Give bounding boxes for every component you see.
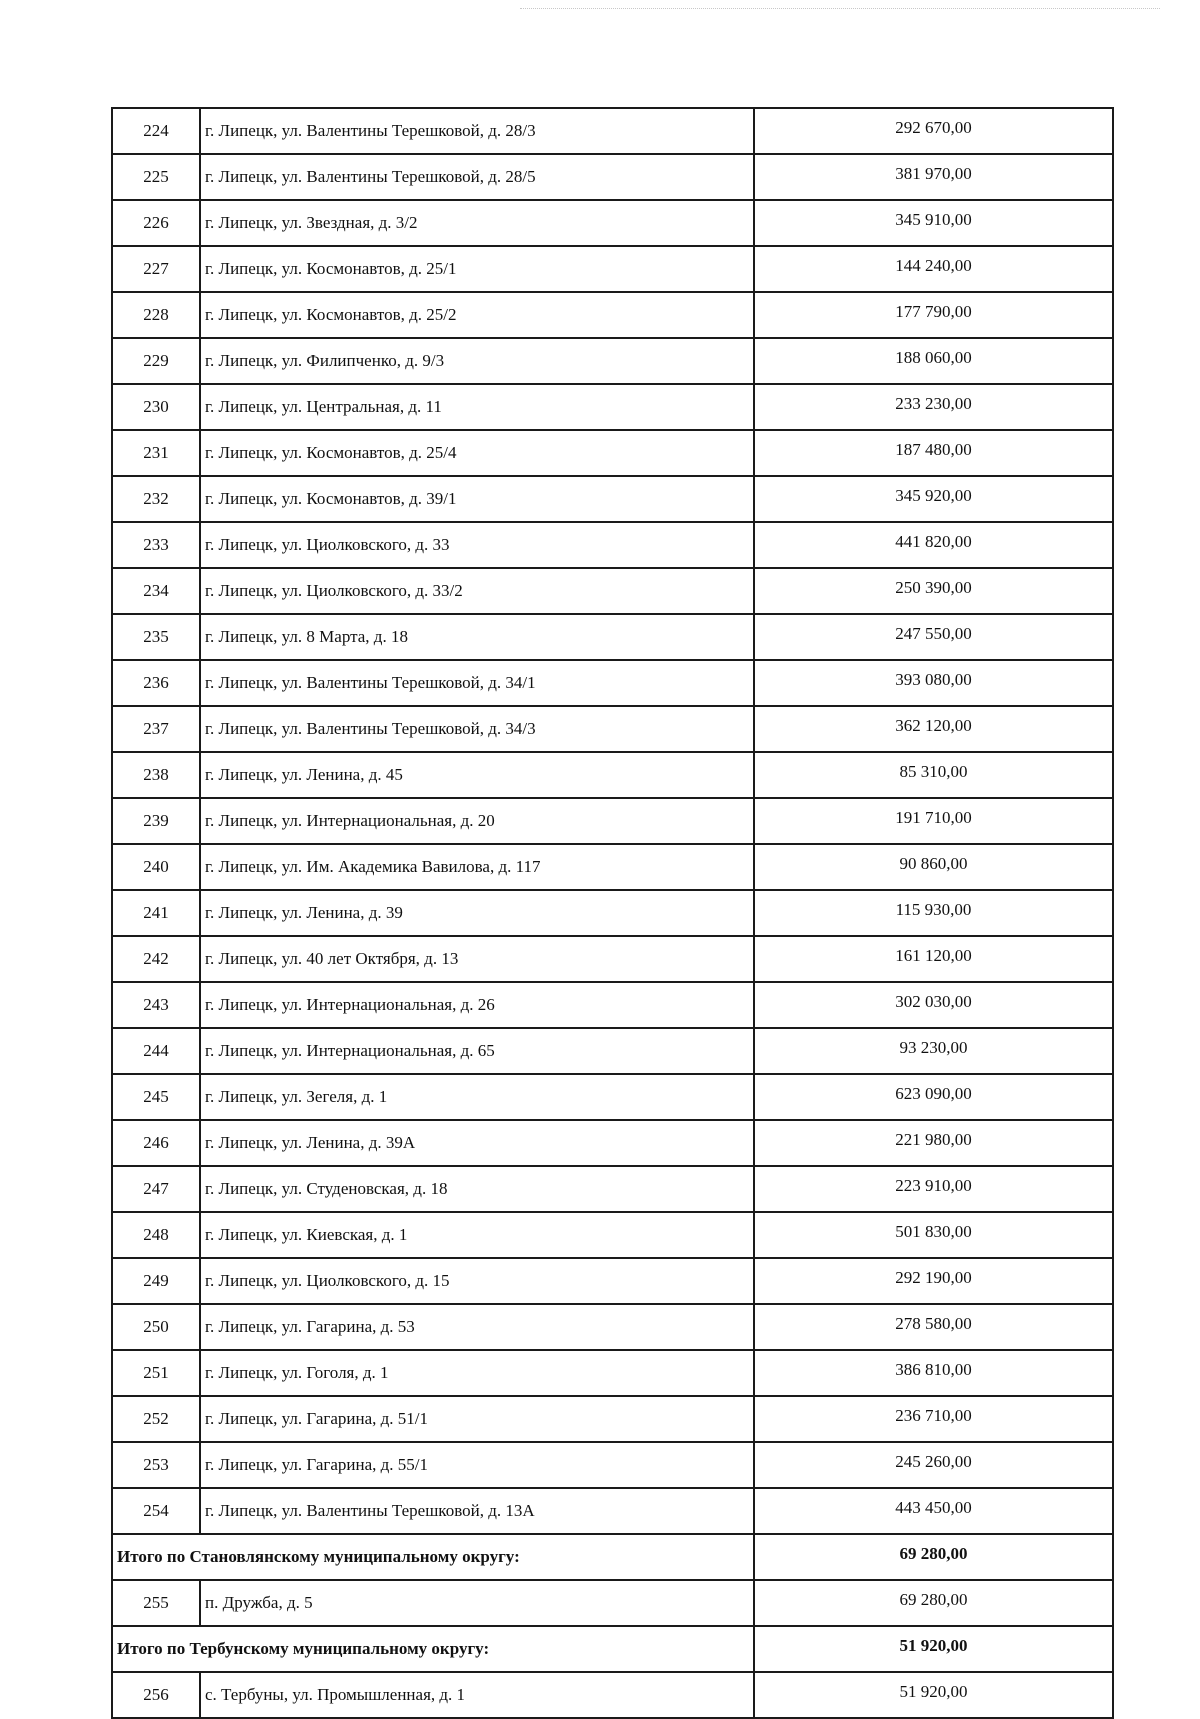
row-address: г. Липецк, ул. Валентины Терешковой, д. 28/5 bbox=[200, 154, 754, 200]
table-row bbox=[112, 476, 1113, 522]
row-number: 237 bbox=[112, 706, 200, 752]
table-row bbox=[112, 1028, 1113, 1074]
table-row bbox=[112, 338, 1113, 384]
row-address: г. Липецк, ул. Ленина, д. 45 bbox=[200, 752, 754, 798]
row-address: г. Липецк, ул. Валентины Терешковой, д. 34/3 bbox=[200, 706, 754, 752]
subtotal-label: Итого по Становлянскому муниципальному округу: bbox=[112, 1534, 754, 1580]
row-amount: 161 120,00 bbox=[754, 936, 1113, 982]
row-address: г. Липецк, ул. Интернациональная, д. 65 bbox=[200, 1028, 754, 1074]
table-row bbox=[112, 384, 1113, 430]
table-row bbox=[112, 890, 1113, 936]
row-number: 248 bbox=[112, 1212, 200, 1258]
table-row bbox=[112, 1350, 1113, 1396]
row-address: г. Липецк, ул. Центральная, д. 11 bbox=[200, 384, 754, 430]
table-row bbox=[112, 1166, 1113, 1212]
row-number: 224 bbox=[112, 108, 200, 154]
row-address: г. Липецк, ул. Ленина, д. 39А bbox=[200, 1120, 754, 1166]
row-number: 247 bbox=[112, 1166, 200, 1212]
table-row bbox=[112, 200, 1113, 246]
row-address: г. Липецк, ул. Гоголя, д. 1 bbox=[200, 1350, 754, 1396]
row-amount: 93 230,00 bbox=[754, 1028, 1113, 1074]
row-number: 244 bbox=[112, 1028, 200, 1074]
row-amount: 345 910,00 bbox=[754, 200, 1113, 246]
row-number: 235 bbox=[112, 614, 200, 660]
row-address: г. Липецк, ул. Космонавтов, д. 39/1 bbox=[200, 476, 754, 522]
table-row bbox=[112, 1672, 1113, 1718]
row-address: г. Липецк, ул. Гагарина, д. 51/1 bbox=[200, 1396, 754, 1442]
table-row bbox=[112, 1580, 1113, 1626]
row-address: г. Липецк, ул. Интернациональная, д. 26 bbox=[200, 982, 754, 1028]
table-row bbox=[112, 1074, 1113, 1120]
table-row bbox=[112, 154, 1113, 200]
row-number: 233 bbox=[112, 522, 200, 568]
table-row bbox=[112, 660, 1113, 706]
row-number: 227 bbox=[112, 246, 200, 292]
row-address: г. Липецк, ул. Киевская, д. 1 bbox=[200, 1212, 754, 1258]
row-amount: 302 030,00 bbox=[754, 982, 1113, 1028]
row-amount: 223 910,00 bbox=[754, 1166, 1113, 1212]
row-number: 234 bbox=[112, 568, 200, 614]
row-amount: 187 480,00 bbox=[754, 430, 1113, 476]
row-amount: 623 090,00 bbox=[754, 1074, 1113, 1120]
table-row bbox=[112, 292, 1113, 338]
row-number: 252 bbox=[112, 1396, 200, 1442]
row-address: с. Тербуны, ул. Промышленная, д. 1 bbox=[200, 1672, 754, 1718]
subtotal-row bbox=[112, 1626, 1113, 1672]
table-row bbox=[112, 108, 1113, 154]
row-address: г. Липецк, ул. Филипченко, д. 9/3 bbox=[200, 338, 754, 384]
table-row bbox=[112, 246, 1113, 292]
scan-artifact bbox=[520, 8, 1160, 9]
row-amount: 247 550,00 bbox=[754, 614, 1113, 660]
table-row bbox=[112, 706, 1113, 752]
row-amount: 188 060,00 bbox=[754, 338, 1113, 384]
row-number: 240 bbox=[112, 844, 200, 890]
table-row bbox=[112, 568, 1113, 614]
row-address: г. Липецк, ул. Интернациональная, д. 20 bbox=[200, 798, 754, 844]
row-amount: 292 190,00 bbox=[754, 1258, 1113, 1304]
row-number: 254 bbox=[112, 1488, 200, 1534]
row-number: 229 bbox=[112, 338, 200, 384]
table-row bbox=[112, 798, 1113, 844]
row-number: 225 bbox=[112, 154, 200, 200]
subtotal-label: Итого по Тербунскому муниципальному округу: bbox=[112, 1626, 754, 1672]
table-row bbox=[112, 1258, 1113, 1304]
table-row bbox=[112, 522, 1113, 568]
row-address: г. Липецк, ул. Зегеля, д. 1 bbox=[200, 1074, 754, 1120]
row-number: 249 bbox=[112, 1258, 200, 1304]
table-row bbox=[112, 1304, 1113, 1350]
table-row bbox=[112, 1442, 1113, 1488]
row-amount: 362 120,00 bbox=[754, 706, 1113, 752]
row-number: 245 bbox=[112, 1074, 200, 1120]
row-number: 239 bbox=[112, 798, 200, 844]
row-number: 226 bbox=[112, 200, 200, 246]
row-number: 231 bbox=[112, 430, 200, 476]
row-number: 236 bbox=[112, 660, 200, 706]
table-row bbox=[112, 1212, 1113, 1258]
subtotal-amount: 69 280,00 bbox=[754, 1534, 1113, 1580]
row-number: 250 bbox=[112, 1304, 200, 1350]
row-address: г. Липецк, ул. Им. Академика Вавилова, д. 117 bbox=[200, 844, 754, 890]
row-number: 255 bbox=[112, 1580, 200, 1626]
table-row bbox=[112, 430, 1113, 476]
table-row bbox=[112, 1396, 1113, 1442]
table-row bbox=[112, 844, 1113, 890]
row-amount: 90 860,00 bbox=[754, 844, 1113, 890]
row-amount: 51 920,00 bbox=[754, 1672, 1113, 1718]
row-address: г. Липецк, ул. Циолковского, д. 33/2 bbox=[200, 568, 754, 614]
row-address: г. Липецк, ул. Космонавтов, д. 25/1 bbox=[200, 246, 754, 292]
row-number: 246 bbox=[112, 1120, 200, 1166]
table-row bbox=[112, 614, 1113, 660]
table-row bbox=[112, 936, 1113, 982]
row-number: 251 bbox=[112, 1350, 200, 1396]
row-address: г. Липецк, ул. 8 Марта, д. 18 bbox=[200, 614, 754, 660]
row-address: г. Липецк, ул. Валентины Терешковой, д. 28/3 bbox=[200, 108, 754, 154]
subtotal-amount: 51 920,00 bbox=[754, 1626, 1113, 1672]
row-amount: 177 790,00 bbox=[754, 292, 1113, 338]
row-number: 243 bbox=[112, 982, 200, 1028]
row-address: г. Липецк, ул. Циолковского, д. 33 bbox=[200, 522, 754, 568]
subtotal-row bbox=[112, 1534, 1113, 1580]
row-amount: 345 920,00 bbox=[754, 476, 1113, 522]
row-number: 253 bbox=[112, 1442, 200, 1488]
row-address: г. Липецк, ул. Космонавтов, д. 25/4 bbox=[200, 430, 754, 476]
row-number: 228 bbox=[112, 292, 200, 338]
row-amount: 381 970,00 bbox=[754, 154, 1113, 200]
row-address: г. Липецк, ул. Ленина, д. 39 bbox=[200, 890, 754, 936]
row-amount: 144 240,00 bbox=[754, 246, 1113, 292]
row-address: п. Дружба, д. 5 bbox=[200, 1580, 754, 1626]
row-address: г. Липецк, ул. Звездная, д. 3/2 bbox=[200, 200, 754, 246]
row-number: 238 bbox=[112, 752, 200, 798]
table-row bbox=[112, 1488, 1113, 1534]
table-row bbox=[112, 982, 1113, 1028]
row-address: г. Липецк, ул. 40 лет Октября, д. 13 bbox=[200, 936, 754, 982]
row-amount: 292 670,00 bbox=[754, 108, 1113, 154]
row-amount: 443 450,00 bbox=[754, 1488, 1113, 1534]
row-amount: 191 710,00 bbox=[754, 798, 1113, 844]
row-number: 241 bbox=[112, 890, 200, 936]
table-row bbox=[112, 1120, 1113, 1166]
row-amount: 278 580,00 bbox=[754, 1304, 1113, 1350]
row-amount: 115 930,00 bbox=[754, 890, 1113, 936]
row-amount: 233 230,00 bbox=[754, 384, 1113, 430]
address-amount-table bbox=[111, 107, 1114, 1719]
row-number: 242 bbox=[112, 936, 200, 982]
row-address: г. Липецк, ул. Студеновская, д. 18 bbox=[200, 1166, 754, 1212]
row-address: г. Липецк, ул. Гагарина, д. 53 bbox=[200, 1304, 754, 1350]
row-address: г. Липецк, ул. Валентины Терешковой, д. 13А bbox=[200, 1488, 754, 1534]
row-number: 256 bbox=[112, 1672, 200, 1718]
row-amount: 501 830,00 bbox=[754, 1212, 1113, 1258]
row-address: г. Липецк, ул. Космонавтов, д. 25/2 bbox=[200, 292, 754, 338]
row-amount: 69 280,00 bbox=[754, 1580, 1113, 1626]
row-amount: 250 390,00 bbox=[754, 568, 1113, 614]
row-amount: 441 820,00 bbox=[754, 522, 1113, 568]
row-address: г. Липецк, ул. Циолковского, д. 15 bbox=[200, 1258, 754, 1304]
table-row bbox=[112, 752, 1113, 798]
row-number: 230 bbox=[112, 384, 200, 430]
row-amount: 393 080,00 bbox=[754, 660, 1113, 706]
row-amount: 85 310,00 bbox=[754, 752, 1113, 798]
row-address: г. Липецк, ул. Валентины Терешковой, д. 34/1 bbox=[200, 660, 754, 706]
row-amount: 221 980,00 bbox=[754, 1120, 1113, 1166]
row-amount: 245 260,00 bbox=[754, 1442, 1113, 1488]
row-amount: 386 810,00 bbox=[754, 1350, 1113, 1396]
row-number: 232 bbox=[112, 476, 200, 522]
table-body bbox=[112, 108, 1113, 1718]
row-address: г. Липецк, ул. Гагарина, д. 55/1 bbox=[200, 1442, 754, 1488]
row-amount: 236 710,00 bbox=[754, 1396, 1113, 1442]
